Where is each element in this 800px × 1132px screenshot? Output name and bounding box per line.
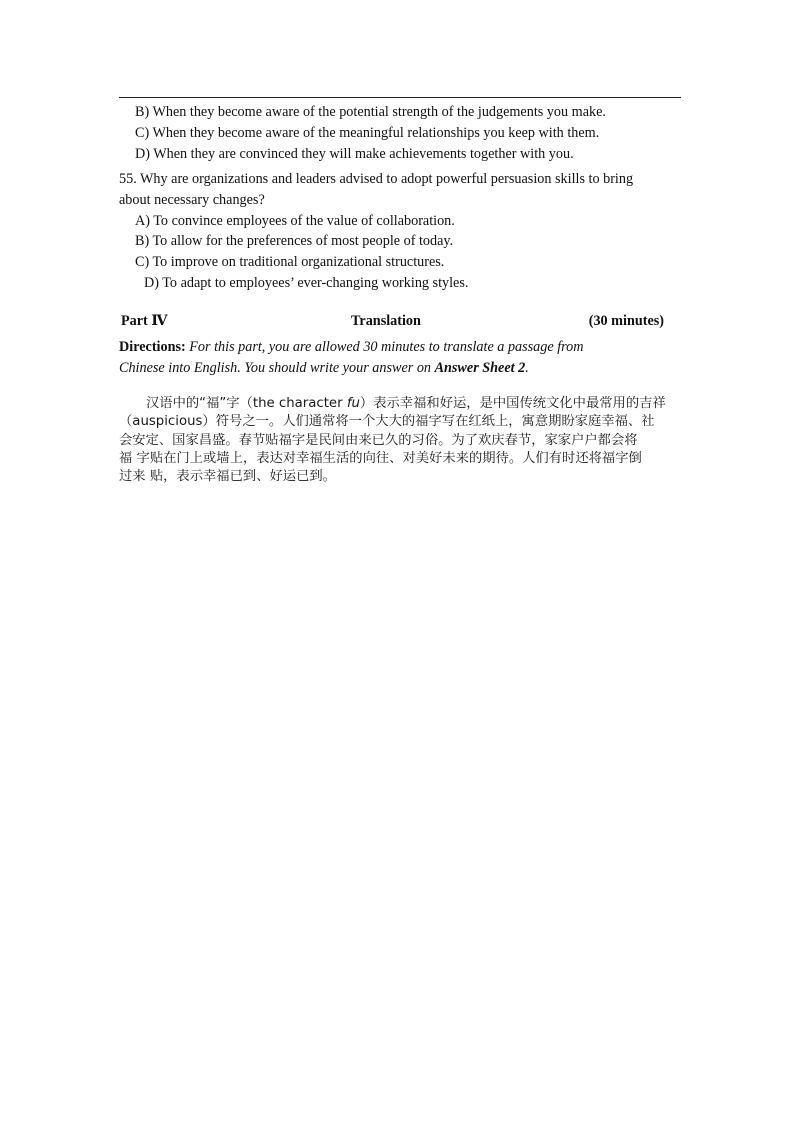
header-rule	[119, 97, 681, 98]
directions-period: .	[525, 359, 529, 376]
option-b-prev: B) When they become aware of the potential strength of the judgements you make.	[135, 104, 606, 120]
translation-passage	[119, 395, 681, 486]
passage-line-3: 会安定、国家昌盛。春节贴福字是民间由来已久的习俗。为了欢庆春节，家家户户都会将	[119, 432, 638, 448]
passage-line-1-b: ）表示幸福和好运，是中国传统文化中最常用的吉祥	[359, 396, 666, 411]
part-number: Part Ⅳ	[121, 313, 168, 329]
directions-text-a: For this part, you are allowed 30 minutes to translate a passage from	[185, 339, 584, 355]
question-55-option-a: A) To convince employees of the value of collaboration.	[135, 212, 455, 229]
passage-line-1-a: 汉语中的“福”字（the character	[146, 396, 347, 411]
question-55	[119, 169, 679, 294]
answer-sheet-ref: Answer Sheet 2	[434, 359, 526, 376]
question-55-option-c: C) To improve on traditional organizational structures.	[135, 254, 445, 271]
directions	[119, 337, 639, 378]
previous-question-options	[119, 102, 679, 164]
passage-fu-italic: fu	[346, 396, 360, 411]
option-c-prev: C) When they become aware of the meaningful relationships you keep with them.	[135, 124, 600, 141]
question-55-stem-line1: 55. Why are organizations and leaders advised to adopt powerful persuasion skills to bring	[119, 171, 634, 187]
passage-line-4: 福 字贴在门上或墙上，表达对幸福生活的向往、对美好未来的期待。人们有时还将福字倒	[119, 450, 642, 466]
directions-label: Directions:	[119, 339, 186, 355]
question-55-option-b: B) To allow for the preferences of most people of today.	[135, 233, 454, 250]
passage-line-2: （auspicious）符号之一。人们通常将一个大大的福字写在红纸上，寓意期盼家庭幸福、社	[119, 414, 655, 430]
option-d-prev: D) When they are convinced they will make achievements together with you.	[135, 145, 574, 162]
question-55-stem-line2: about necessary changes?	[119, 191, 265, 208]
part-time: (30 minutes)	[588, 313, 664, 329]
directions-text-b: Chinese into English. You should write your answer on	[119, 359, 435, 376]
question-55-option-d: D) To adapt to employees’ ever-changing working styles.	[144, 274, 469, 291]
part-heading	[119, 313, 664, 333]
passage-line-1	[119, 395, 681, 413]
part-title: Translation	[351, 313, 421, 329]
passage-line-5: 过来 贴，表示幸福已到、好运已到。	[119, 469, 336, 485]
